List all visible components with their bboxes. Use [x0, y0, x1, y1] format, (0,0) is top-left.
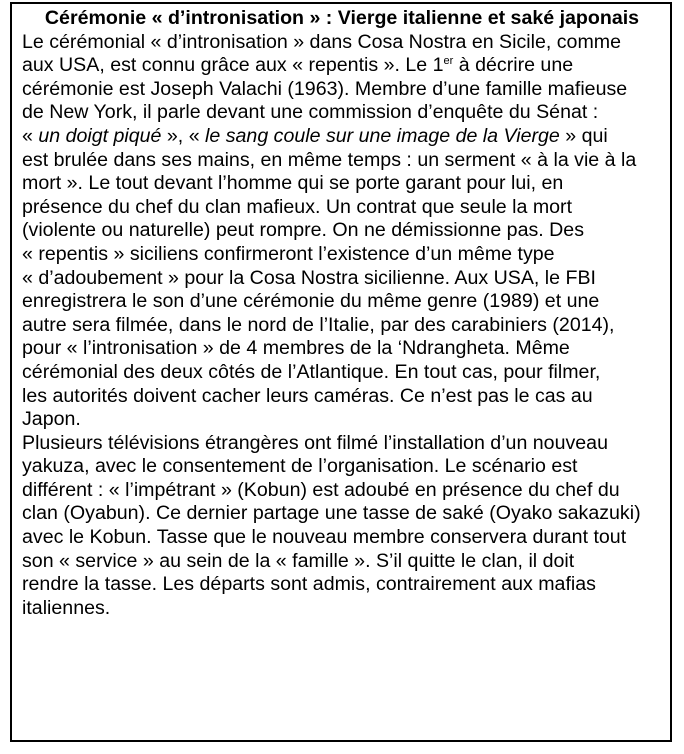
text-line: [22, 54, 662, 78]
text-segment: «: [22, 124, 39, 147]
italic-quote: le sang coule sur une image de la Vierge: [205, 124, 560, 147]
document-title: Cérémonie « d’intronisation » : Vierge italienne et saké japonais: [44, 7, 640, 29]
text-segment: à décrire une: [453, 54, 574, 77]
text-line: est brulée dans ses mains, en même temps : un serment « à la vie à la: [22, 148, 637, 171]
text-line: Japon.: [22, 408, 81, 431]
text-line: clan (Oyabun). Ce dernier partage une tasse de saké (Oyako sakazuki): [22, 502, 641, 525]
text-segment: », «: [161, 124, 206, 147]
text-line: cérémonial des deux côtés de l’Atlantique. En tout cas, pour filmer,: [22, 360, 601, 383]
text-segment: aux USA, est connu grâce aux « repentis ». Le 1: [22, 54, 444, 77]
text-line: rendre la tasse. Les départs sont admis, contrairement aux mafias: [22, 573, 596, 596]
text-line: italiennes.: [22, 596, 111, 619]
paragraph-yakuza: [22, 432, 662, 621]
text-line: [22, 125, 662, 149]
text-line: yakuza, avec le consentement de l’organisation. Le scénario est: [22, 455, 578, 478]
paragraph-mafia: [22, 31, 662, 432]
text-line: Le cérémonial « d’intronisation » dans Cosa Nostra en Sicile, comme: [22, 30, 621, 53]
text-line: son « service » au sein de la « famille ». S’il quitte le clan, il doit: [22, 549, 575, 572]
text-line: enregistrera le son d’une cérémonie du même genre (1989) et une: [22, 290, 600, 313]
superscript: er: [443, 55, 454, 68]
text-line: (violente ou naturelle) peut rompre. On ne démissionne pas. Des: [22, 219, 584, 242]
text-line: présence du chef du clan mafieux. Un contrat que seule la mort: [22, 195, 573, 218]
text-line: pour « l’intronisation » de 4 membres de la ‘Ndrangheta. Même: [22, 337, 570, 360]
text-line: les autorités doivent cacher leurs caméras. Ce n’est pas le cas au: [22, 384, 593, 407]
text-line: différent : « l’impétrant » (Kobun) est adoubé en présence du chef du: [22, 478, 620, 501]
text-line: Plusieurs télévisions étrangères ont filmé l’installation d’un nouveau: [22, 431, 608, 454]
italic-quote: un doigt piqué: [38, 124, 162, 147]
text-line: « repentis » siciliens confirmeront l’existence d’un même type: [22, 242, 555, 265]
text-segment: » qui: [559, 124, 608, 147]
text-line: mort ». Le tout devant l’homme qui se porte garant pour lui, en: [22, 172, 564, 195]
text-line: autre sera filmée, dans le nord de l’Italie, par des carabiniers (2014),: [22, 313, 615, 336]
text-line: « d’adoubement » pour la Cosa Nostra sicilienne. Aux USA, le FBI: [22, 266, 596, 289]
text-box: [10, 2, 672, 742]
text-line: de New York, il parle devant une commission d’enquête du Sénat :: [22, 101, 599, 124]
text-line: cérémonie est Joseph Valachi (1963). Membre d’une famille mafieuse: [22, 77, 628, 100]
text-line: avec le Kobun. Tasse que le nouveau membre conservera durant tout: [22, 526, 627, 549]
